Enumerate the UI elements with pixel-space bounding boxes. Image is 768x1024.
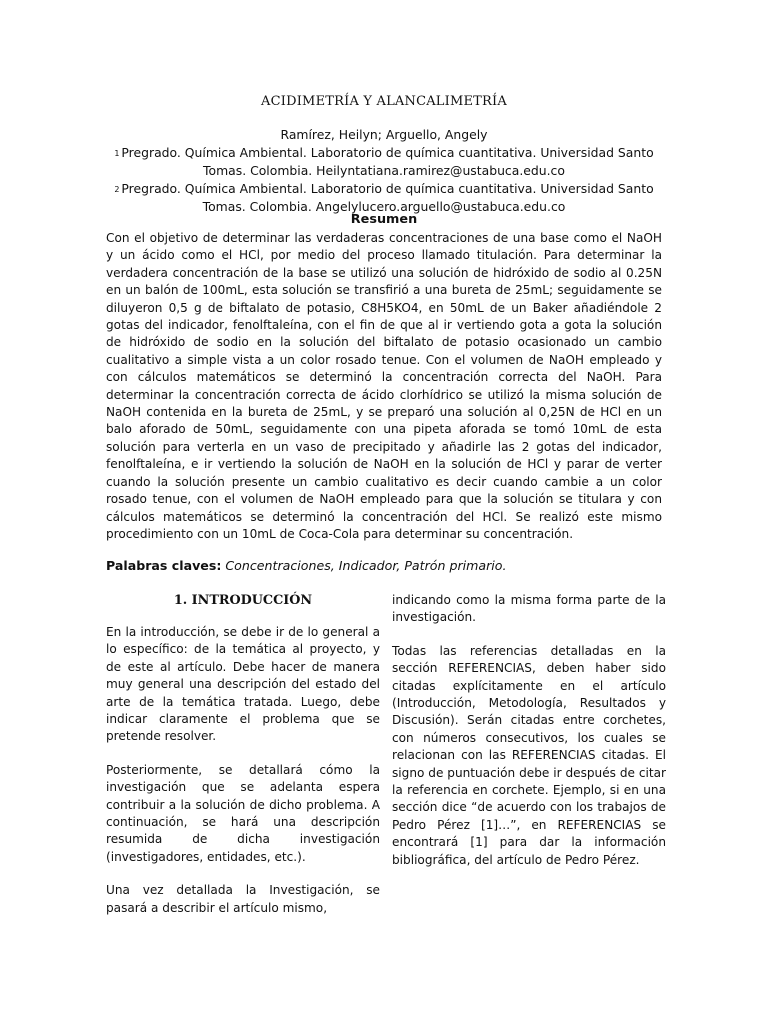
- document-title: ACIDIMETRÍA Y ALANCALIMETRÍA: [261, 94, 507, 109]
- affiliation-1: [106, 144, 662, 180]
- abstract-heading: Resumen: [350, 212, 418, 227]
- right-column: [392, 592, 666, 885]
- affiliation-text: Pregrado. Química Ambiental. Laboratorio de química cuantitativa. Universidad Santo Tomas. Colombia. Heilyntatiana.ramirez@ustabuca.edu.co: [121, 145, 654, 178]
- paragraph: indicando como la misma forma parte de la investigación.: [392, 593, 666, 625]
- keywords-label: Palabras claves:: [106, 558, 222, 573]
- affiliation-mark: 2: [114, 185, 120, 194]
- paragraph: Posteriormente, se detallará cómo la investigación que se adelanta espera contribuir a la solución de dicho problema. A continuación, se hará una descripción resumida de dicha investigación (investigadores, entidades, etc.).: [106, 762, 380, 864]
- keywords-text: Concentraciones, Indicador, Patrón primario.: [225, 558, 507, 573]
- author-block: [106, 126, 662, 216]
- affiliation-2: [106, 180, 662, 216]
- section-heading-introduccion: 1. INTRODUCCIÓN: [173, 593, 313, 608]
- abstract-text: Con el objetivo de determinar las verdaderas concentraciones de una base como el NaOH y un ácido como el HCl, por medio del proceso llamado titulación. Para determinar la verdadera concentración de la base se utilizó una solución de hidróxido de sodio al 0.25N en un balón de 100mL, esta solución se transfirió a una bureta de 25mL; seguidamente se diluyeron 0,5 g de biftalato de potasio, C8H5KO4, en 50mL de un Baker añadiéndole 2 gotas del indicador, fenolftaleína, con el fin de que al ir vertiendo gota a gota la solución de hidróxido de sodio en la solución del biftalato de potasio ocasionado un cambio cualitativo a simple vista a un color rosado tenue. Con el volumen de NaOH empleado y con cálculos matemáticos se determinó la concentración correcta del NaOH. Para determinar la concentración correcta de ácido clorhídrico se utilizó la misma solución de NaOH contenida en la bureta de 25mL, y se preparó una solución al 0,25N de HCl en un balo aforado de 50mL, seguidamente con una pipeta aforada se tomó 10mL de esta solución para verterla en un vaso de precipitado y añadirle las 2 gotas del indicador, fenolftaleína, e ir vertiendo la solución de NaOH en la solución de HCl y parar de verter cuando la solución presente un cambio cualitativo es decir cuando cambie a un color rosado tenue, con el volumen de NaOH empleado para que la solución se titulara y con cálculos matemáticos se determinó la concentración del HCl. Se realizó este mismo procedimiento con un 10mL de Coca-Cola para determinar su concentración.: [106, 231, 662, 541]
- affiliation-text: Pregrado. Química Ambiental. Laboratorio de química cuantitativa. Universidad Santo Tomas. Colombia. Angelylucero.arguello@ustabuca.edu.co: [121, 181, 654, 214]
- paragraph: Todas las referencias detalladas en la sección REFERENCIAS, deben haber sido citadas explícitamente en el artículo (Introducción, Metodología, Resultados y Discusión). Serán citadas entre corchetes, con números consecutivos, los cuales se relacionan con las REFERENCIAS citadas. El signo de puntuación debe ir después de citar la referencia en corchete. Ejemplo, si en una sección dice “de acuerdo con los trabajos de Pedro Pérez [1]…”, en REFERENCIAS se encontrará [1] para dar la información bibliográfica, del artículo de Pedro Pérez.: [392, 643, 666, 867]
- affiliation-mark: 1: [114, 149, 120, 158]
- keywords-line: [106, 557, 662, 575]
- paragraph: Una vez detallada la Investigación, se pasará a describir el artículo mismo,: [106, 883, 380, 915]
- author-names: Ramírez, Heilyn; Arguello, Angely: [280, 127, 488, 142]
- paragraph: En la introducción, se debe ir de lo general a lo específico: de la temática al proyecto, y de este al artículo. Debe hacer de manera muy general una descripción del estado del arte de la temática tratada. Luego, debe indicar claramente el problema que se pretende resolver.: [106, 625, 380, 744]
- left-column: [106, 592, 380, 933]
